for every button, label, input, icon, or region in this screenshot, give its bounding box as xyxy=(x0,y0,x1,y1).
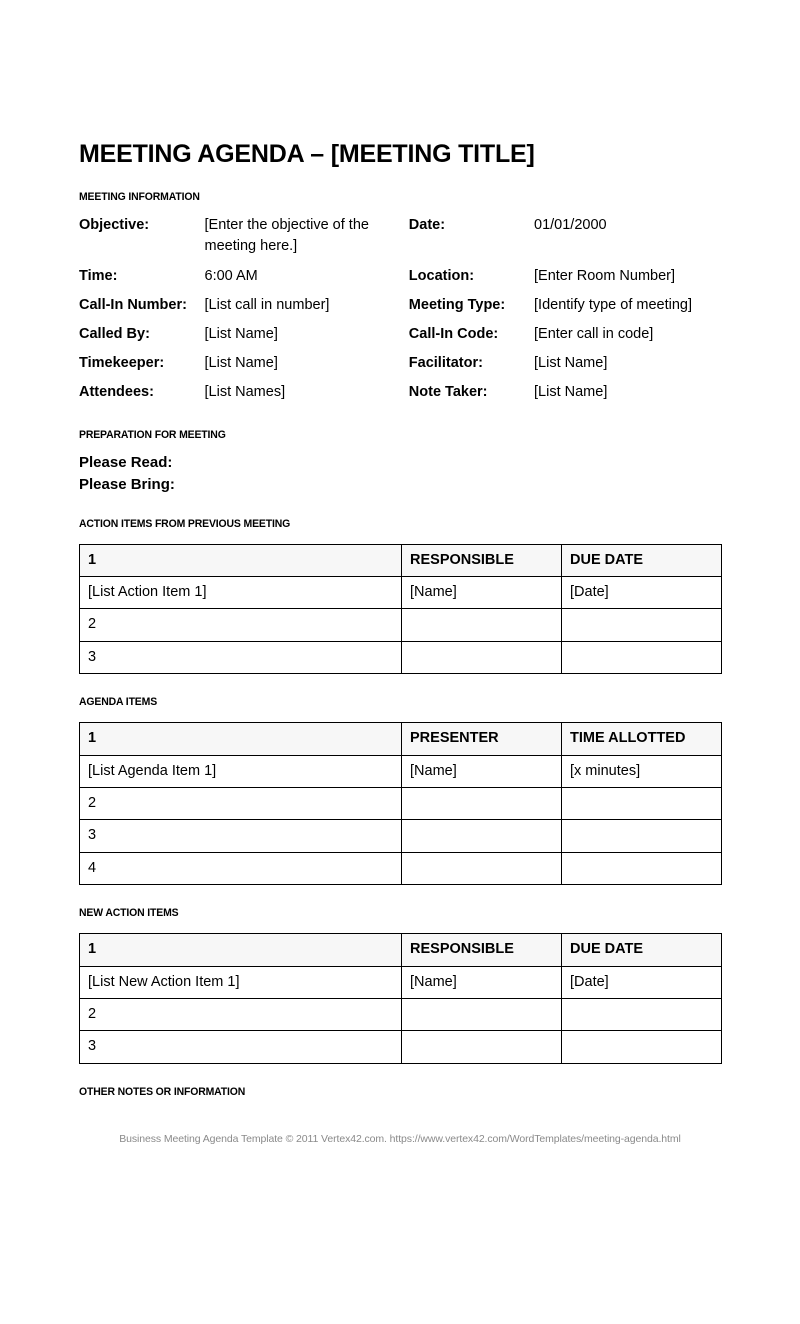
cell-due-date[interactable] xyxy=(562,609,722,641)
cell-due-date[interactable] xyxy=(562,641,722,673)
prep-label-please-bring: Please Bring: xyxy=(79,475,175,493)
table-row xyxy=(80,577,722,609)
document-content xyxy=(79,141,721,1098)
table-header-row xyxy=(80,723,722,755)
meeting-info-row xyxy=(79,353,721,382)
column-header-due-date: DUE DATE xyxy=(562,544,722,576)
cell-time-allotted[interactable] xyxy=(562,788,722,820)
table-row xyxy=(80,852,722,884)
cell-responsible[interactable] xyxy=(402,999,562,1031)
table-row xyxy=(80,966,722,998)
cell-time-allotted[interactable] xyxy=(562,820,722,852)
field-label-date: Date: xyxy=(408,216,446,233)
cell-item[interactable]: 2 xyxy=(80,609,402,641)
cell-responsible[interactable] xyxy=(402,1031,562,1063)
cell-responsible[interactable] xyxy=(402,641,562,673)
field-value-location: [Enter Room Number] xyxy=(534,267,676,284)
table-row xyxy=(80,999,722,1031)
field-label-attendees: Attendees: xyxy=(79,383,154,400)
cell-item[interactable]: [List New Action Item 1] xyxy=(80,966,402,998)
meeting-info-row xyxy=(79,266,721,295)
cell-due-date[interactable]: [Date] xyxy=(562,966,722,998)
cell-presenter[interactable] xyxy=(402,820,562,852)
column-header-time-allotted: TIME ALLOTTED xyxy=(562,723,722,755)
table-row xyxy=(80,820,722,852)
field-value-attendees: [List Names] xyxy=(204,383,286,400)
meeting-information-table xyxy=(79,215,721,411)
page-title: MEETING AGENDA – [MEETING TITLE] xyxy=(79,140,535,168)
cell-presenter[interactable] xyxy=(402,852,562,884)
field-label-location: Location: xyxy=(408,267,475,284)
cell-item[interactable]: 3 xyxy=(80,641,402,673)
cell-responsible[interactable]: [Name] xyxy=(402,577,562,609)
table-row xyxy=(80,641,722,673)
field-value-objective: [Enter the objective of the meeting here.] xyxy=(204,216,369,254)
cell-item[interactable]: [List Agenda Item 1] xyxy=(80,755,402,787)
cell-responsible[interactable] xyxy=(402,609,562,641)
section-heading-previous-action-items: ACTION ITEMS FROM PREVIOUS MEETING xyxy=(79,517,291,530)
column-header-index: 1 xyxy=(80,934,402,966)
section-heading-new-action-items: NEW ACTION ITEMS xyxy=(79,907,179,920)
field-value-meeting-type: [Identify type of meeting] xyxy=(534,296,692,313)
meeting-info-row xyxy=(79,382,721,411)
column-header-responsible: RESPONSIBLE xyxy=(402,934,562,966)
cell-due-date[interactable] xyxy=(562,1031,722,1063)
table-header-row xyxy=(80,544,722,576)
table-header-row xyxy=(80,934,722,966)
agenda-items-table xyxy=(79,722,722,885)
column-header-responsible: RESPONSIBLE xyxy=(402,544,562,576)
cell-time-allotted[interactable]: [x minutes] xyxy=(562,755,722,787)
new-action-items-table xyxy=(79,933,722,1064)
column-header-index: 1 xyxy=(80,544,402,576)
table-row xyxy=(80,788,722,820)
meeting-info-row xyxy=(79,215,721,266)
column-header-index: 1 xyxy=(80,723,402,755)
meeting-info-row xyxy=(79,295,721,324)
field-label-facilitator: Facilitator: xyxy=(408,354,483,371)
cell-presenter[interactable]: [Name] xyxy=(402,755,562,787)
field-value-time: 6:00 AM xyxy=(204,267,258,284)
cell-item[interactable]: 2 xyxy=(80,999,402,1031)
field-label-timekeeper: Timekeeper: xyxy=(79,354,165,371)
field-label-objective: Objective: xyxy=(79,216,150,233)
prep-label-please-read: Please Read: xyxy=(79,453,173,471)
cell-item[interactable]: [List Action Item 1] xyxy=(80,577,402,609)
field-value-note-taker: [List Name] xyxy=(534,383,608,400)
field-value-call-in-number: [List call in number] xyxy=(204,296,330,313)
cell-time-allotted[interactable] xyxy=(562,852,722,884)
section-heading-agenda-items: AGENDA ITEMS xyxy=(79,696,158,709)
cell-item[interactable]: 2 xyxy=(80,788,402,820)
field-label-note-taker: Note Taker: xyxy=(408,383,488,400)
field-value-called-by: [List Name] xyxy=(204,325,278,342)
field-label-meeting-type: Meeting Type: xyxy=(408,296,506,313)
cell-item[interactable]: 4 xyxy=(80,852,402,884)
field-label-call-in-number: Call-In Number: xyxy=(79,296,187,313)
cell-item[interactable]: 3 xyxy=(80,1031,402,1063)
field-value-timekeeper: [List Name] xyxy=(204,354,278,371)
section-heading-other-notes: OTHER NOTES OR INFORMATION xyxy=(79,1085,246,1098)
cell-item[interactable]: 3 xyxy=(80,820,402,852)
field-value-date: 01/01/2000 xyxy=(534,216,607,233)
field-value-call-in-code: [Enter call in code] xyxy=(534,325,654,342)
field-label-time: Time: xyxy=(79,267,118,284)
cell-due-date[interactable]: [Date] xyxy=(562,577,722,609)
table-row xyxy=(80,1031,722,1063)
section-heading-preparation: PREPARATION FOR MEETING xyxy=(79,428,226,441)
cell-due-date[interactable] xyxy=(562,999,722,1031)
column-header-due-date: DUE DATE xyxy=(562,934,722,966)
field-value-facilitator: [List Name] xyxy=(534,354,608,371)
column-header-presenter: PRESENTER xyxy=(402,723,562,755)
footer-attribution: Business Meeting Agenda Template © 2011 Vertex42.com. https://www.vertex42.com/WordTemplates/meeting-agenda.html xyxy=(119,1133,681,1145)
field-label-called-by: Called By: xyxy=(79,325,150,342)
table-row xyxy=(80,609,722,641)
field-label-call-in-code: Call-In Code: xyxy=(408,325,499,342)
section-heading-meeting-information: MEETING INFORMATION xyxy=(79,190,200,203)
cell-responsible[interactable]: [Name] xyxy=(402,966,562,998)
cell-presenter[interactable] xyxy=(402,788,562,820)
table-row xyxy=(80,755,722,787)
previous-action-items-table xyxy=(79,544,722,675)
meeting-info-row xyxy=(79,324,721,353)
